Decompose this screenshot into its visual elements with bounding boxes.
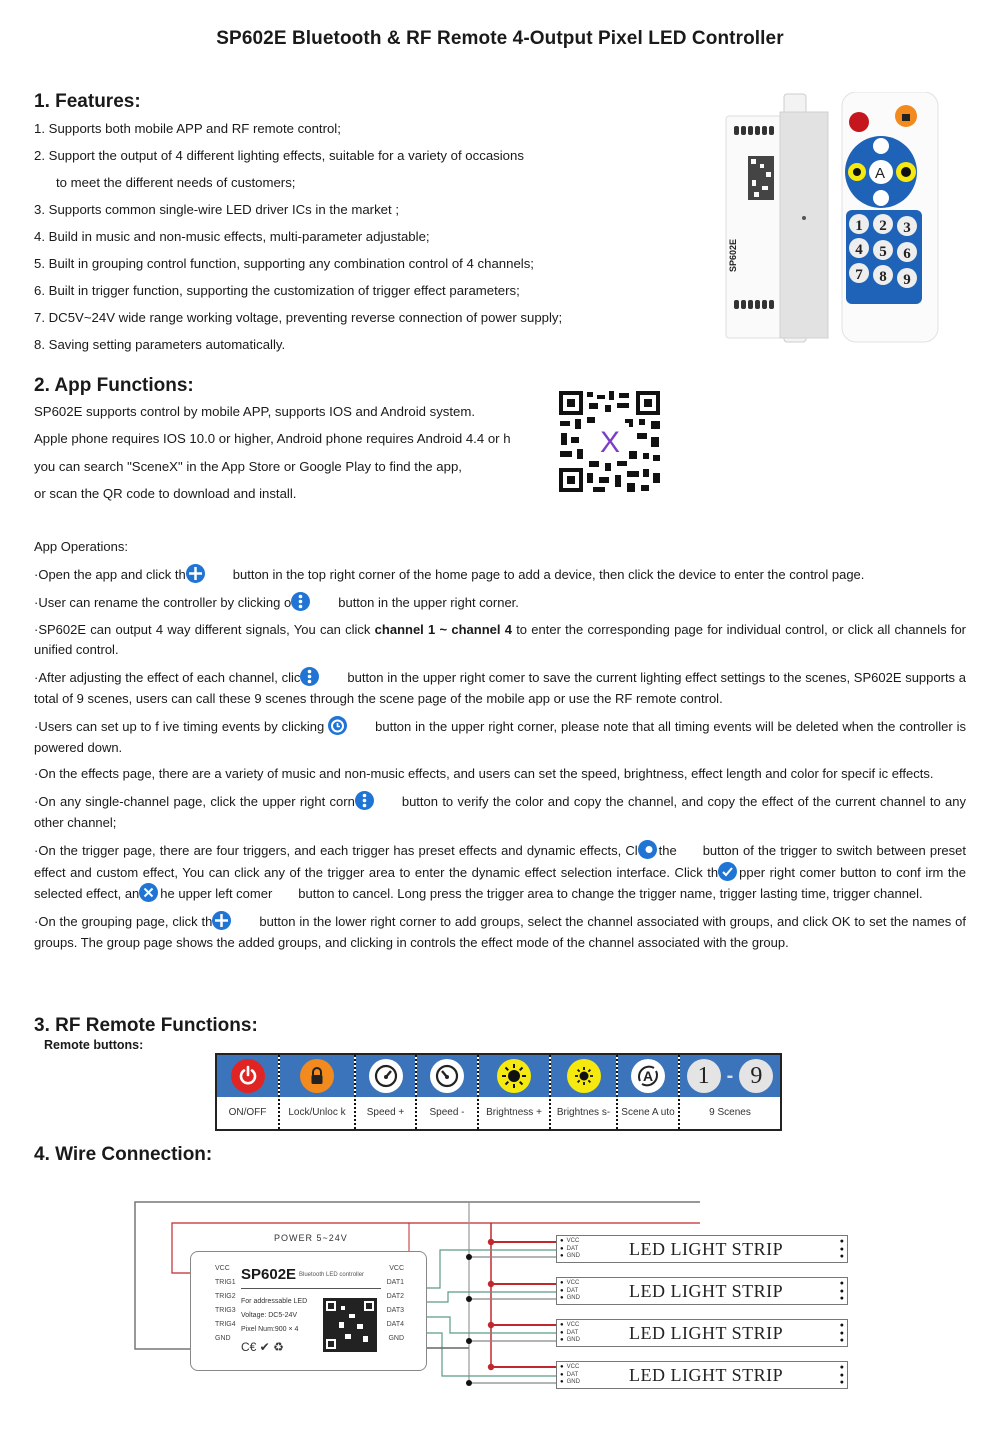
controller-diagram [190,1251,427,1371]
product-image [722,92,952,350]
operation-rename: ·User can rename the controller by clicking o button in the upper right corner. [34,592,966,614]
app-line: SP602E supports control by mobile APP, supports IOS and Android system. [34,404,476,419]
brightness-down-icon [567,1059,601,1093]
feature-item: 5. Built in grouping control function, supporting any combination control of 4 channels; [34,256,534,271]
app-operations [34,537,966,960]
feature-item: 7. DC5V~24V wide range working voltage, preventing reverse connection of power supply; [34,310,563,325]
remote-button-speed-up: Speed + [356,1055,417,1129]
operation-triggers: ·On the trigger page, there are four triggers, and each trigger has preset effects and dynamic effects, Cl the button of the trigger to switch between preset effect and custom effect, You can click any of the trigger area to enter the dynamic effect selection interface. Click th pper right comer button to conf irm the selected effect, an he upper left comer button to cancel. Long press the trigger area to change the trigger name, trigger lasting time, trigger channel. [34,840,966,905]
svg-text:5: 5 [879,244,887,260]
feature-item: 1. Supports both mobile APP and RF remote control; [34,121,341,136]
feature-item: 3. Supports common single-wire LED driver ICs in the market ; [34,202,399,217]
feature-item: 4. Build in music and non-music effects, multi-parameter adjustable; [34,229,430,244]
operation-add-device: ·Open the app and click th button in the top right corner of the home page to add a device, then click the device to enter the control page. [34,564,966,586]
confirm-check-icon [718,862,737,881]
scenex-logo-icon: X [599,426,621,459]
led-strip-4: ● VCC ● DAT ● GND LED LIGHT STRIP ● ● ● [556,1361,848,1389]
feature-item: 2. Support the output of 4 different lighting effects, suitable for a variety of occasions [34,148,524,163]
app-functions-heading: 2. App Functions: [34,375,194,396]
feature-item: 8. Saving setting parameters automatically. [34,337,286,352]
lock-icon [300,1059,334,1093]
remote-button-power: ON/OFF [217,1055,280,1129]
led-strip-1: ● VCC ● DAT ● GND LED LIGHT STRIP ● ● ● [556,1235,848,1263]
brightness-up-icon [497,1059,531,1093]
scene-1-key: 1 [687,1059,721,1093]
svg-text:6: 6 [903,246,911,262]
cancel-x-icon [139,883,158,902]
remote-buttons-table [215,1053,782,1131]
remote-button-scenes: 1 - 9 9 Scenes [680,1055,780,1129]
scene-auto-icon [631,1059,665,1093]
svg-text:3: 3 [903,220,911,236]
feature-item: to meet the different needs of customers; [56,175,296,190]
speed-down-icon [430,1059,464,1093]
remote-button-speed-down: Speed - [417,1055,479,1129]
remote-button-brightness-down: Brightnes s- [551,1055,618,1129]
speed-up-icon [369,1059,403,1093]
features-heading: 1. Features: [34,91,141,112]
controller-subtitle: Bluetooth LED controller [299,1272,365,1278]
operation-copy-channel: ·On any single-channel page, click the upper right corn button to verify the color and copy the channel, and copy the effect of the current channel to any other channel; [34,791,966,834]
svg-text:SP602E: SP602E [728,238,738,272]
operation-effects: ·On the effects page, there are a variety of music and non-music effects, and users can set the speed, brightness, effect length and color for specif ic effects. [34,766,934,782]
app-description [34,398,511,507]
remote-button-brightness-up: Brightness + [479,1055,551,1129]
features-list [34,115,562,358]
app-download-qr-code[interactable] [557,389,662,494]
controller-qr-code [323,1298,377,1352]
operation-save-scene: ·After adjusting the effect of each channel, clic button in the upper right comer to save the current lighting effect settings to the scenes, SP602E supports a total of 9 scenes, users can call these 9 scenes through the scene page of the mobile app or use the RF remote control. [34,667,966,710]
add-plus-icon [186,564,205,583]
led-strip-3: ● VCC ● DAT ● GND LED LIGHT STRIP ● ● ● [556,1319,848,1347]
timer-clock-icon [328,716,347,735]
scene-9-key: 9 [739,1059,773,1093]
controller-model: SP602E [241,1266,297,1283]
power-icon [231,1059,265,1093]
controller-left-pins: VCC TRIG1 TRIG2 TRIG3 TRIG4 GND [215,1265,236,1342]
power-label: POWER 5~24V [274,1233,348,1243]
certification-icons: C€ ✔ ♻ [241,1340,284,1354]
svg-text:A: A [642,1068,654,1084]
add-plus-icon [212,911,231,930]
app-line: or scan the QR code to download and install. [34,485,297,501]
remote-buttons-subheading: Remote buttons: [44,1038,144,1052]
led-strip-2: ● VCC ● DAT ● GND LED LIGHT STRIP ● ● ● [556,1277,848,1305]
rf-remote-heading: 3. RF Remote Functions: [34,1015,258,1036]
controller-right-pins: VCC DAT1 DAT2 DAT3 DAT4 GND [386,1265,404,1342]
page-title: SP602E Bluetooth & RF Remote 4-Output Pixel LED Controller [216,28,784,49]
svg-text:2: 2 [879,218,887,234]
app-line: Apple phone requires IOS 10.0 or higher, Android phone requires Android 4.4 or h [34,431,511,447]
svg-text:7: 7 [855,267,863,283]
svg-text:A: A [875,165,886,182]
operation-timing: ·Users can set up to f ive timing events by clicking button in the upper right corner, please note that all timing events will be deleted when the controller is powered down. [34,716,966,759]
operations-heading: App Operations: [34,539,128,554]
feature-item: 6. Built in trigger function, supporting the customization of trigger effect parameters; [34,283,520,298]
toggle-icon [638,840,657,859]
more-dots-icon [355,791,374,810]
operation-channels: ·SP602E can output 4 way different signals, You can click channel 1 ~ channel 4 to enter the corresponding page for individual control, or click all channels for unified control. [34,621,967,658]
operation-grouping: ·On the grouping page, click th button in the lower right corner to add groups, select the channel associated with groups, and click OK to set the names of groups. The group page shows the added groups, and clicking in controls the effect mode of the channel associated with the group. [34,911,966,954]
controller-specs: For addressable LED Voltage: DC5-24V Pixel Num:900 × 4 [241,1298,308,1333]
svg-text:4: 4 [855,242,863,258]
svg-text:9: 9 [903,272,911,288]
svg-text:8: 8 [879,269,887,285]
more-dots-icon [300,667,319,686]
app-line: you can search "SceneX" in the App Store or Google Play to find the app, [34,458,462,474]
remote-button-scene-auto: A Scene A uto [618,1055,680,1129]
remote-button-lock: Lock/Unloc k [280,1055,356,1129]
wire-connection-heading: 4. Wire Connection: [34,1144,213,1165]
more-dots-icon [291,592,310,611]
svg-text:1: 1 [855,218,863,234]
